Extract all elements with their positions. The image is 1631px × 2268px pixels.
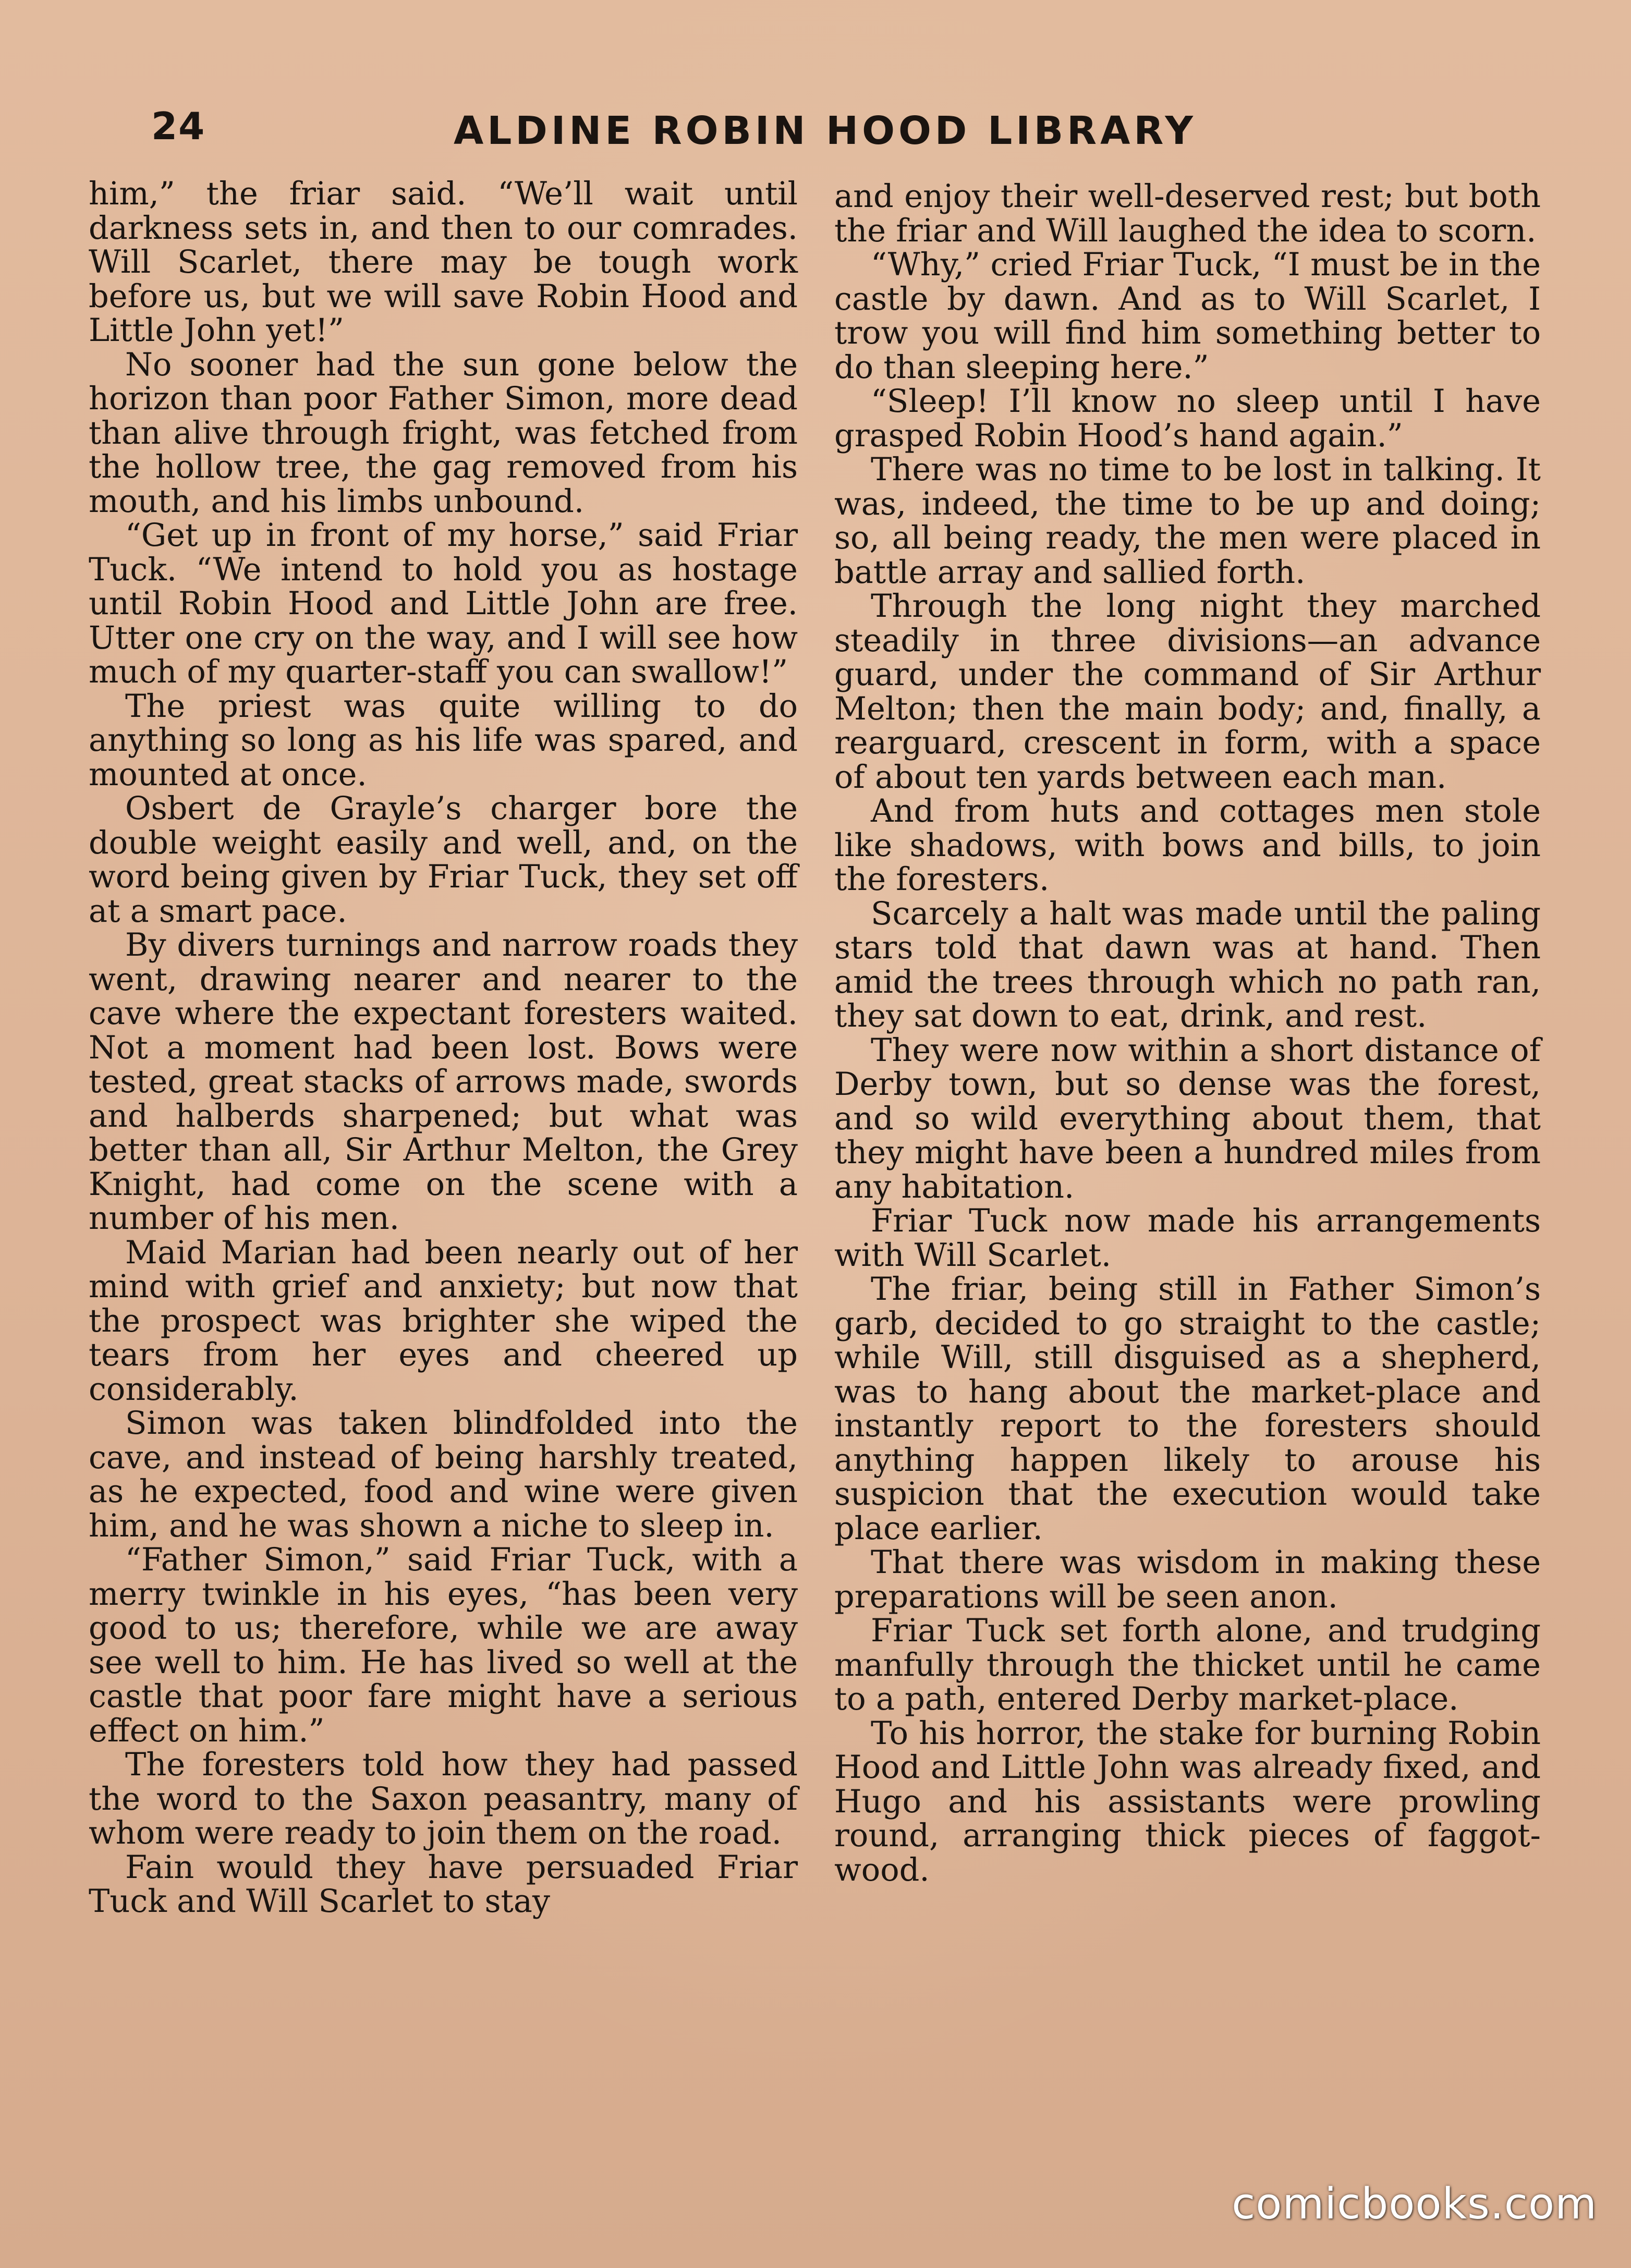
paragraph: That there was wisdom in making these preparations will be seen anon. [834,1544,1541,1615]
page-header [0,104,1631,162]
paragraph: Through the long night they marched steadily in three divisions—an advance guard, under the command of Sir Arthur Melton; then the main body; and, finally, a rearguard, crescent in form, with a space of about ten yards between each man. [834,588,1541,796]
paragraph: By divers turnings and narrow roads they went, drawing nearer and nearer to the cave where the expectant foresters waited. Not a moment had been lost. Bows were tested, great stacks of arrows made, swords and halberds sharpened; but what was better than all, Sir Arthur Melton, the Grey Knight, had come on the scene with a number of his men. [89,927,798,1237]
paragraph: Fain would they have persuaded Friar Tuck and Will Scarlet to stay [89,1849,798,1920]
paragraph: To his horror, the stake for burning Robin Hood and Little John was already fixed, and Hugo and his assistants were prowling round, arranging thick pieces of faggot-wood. [834,1715,1541,1888]
paragraph: There was no time to be lost in talking. It was, indeed, the time to be up and doing; so, all being ready, the men were placed in battle array and sallied forth. [834,452,1541,591]
paragraph: “Get up in front of my horse,” said Friar Tuck. “We intend to hold you as hostage until Robin Hood and Little John are free. Utter one cry on the way, and I will see how much of my quarter-staff you can swallow!” [89,517,798,690]
paragraph: “Why,” cried Friar Tuck, “I must be in the castle by dawn. And as to Will Scarlet, I trow you will find him something better to do than sleeping here.” [834,247,1541,386]
paragraph: The friar, being still in Father Simon’s garb, decided to go straight to the castle; while Will, still disguised as a shepherd, was to hang about the market-place and instantly report to the foresters should anything happen likely to arouse his suspicion that the execution would take place earlier. [834,1271,1541,1547]
paragraph: The priest was quite willing to do anything so long as his life was spared, and mounted at once. [89,688,798,793]
paragraph: No sooner had the sun gone below the horizon than poor Father Simon, more dead than alive through fright, was fetched from the hollow tree, the gag removed from his mouth, and his limbs unbound. [89,346,798,520]
paragraph: Maid Marian had been nearly out of her mind with grief and anxiety; but now that the prospect was brighter she wiped the tears from her eyes and cheered up considerably. [89,1234,798,1408]
watermark: comicbooks.com [1232,2179,1597,2229]
running-title: ALDINE ROBIN HOOD LIBRARY [454,108,1197,153]
paragraph: And from huts and cottages men stole like shadows, with bows and bills, to join the foresters. [834,793,1541,898]
paragraph: “Father Simon,” said Friar Tuck, with a merry twinkle in his eyes, “has been very good to us; therefore, while we are away see well to him. He has lived so well at the castle that poor fare might have a serious effect on him.” [89,1542,798,1749]
paragraph: Simon was taken blindfolded into the cave, and instead of being harshly treated, as he expected, food and wine were given him, and he was shown a niche to sleep in. [89,1405,798,1544]
paragraph: him,” the friar said. “We’ll wait until darkness sets in, and then to our comrades. Will Scarlet, there may be tough work before us, but we will save Robin Hood and Little John yet!” [89,176,798,349]
paragraph: Friar Tuck set forth alone, and trudging manfully through the thicket until he came to a path, entered Derby market-place. [834,1613,1541,1717]
page-number: 24 [151,104,206,148]
paragraph: They were now within a short distance of Derby town, but so dense was the forest, and so wild everything about them, that they might have been a hundred miles from any habitation. [834,1032,1541,1205]
paragraph: Osbert de Grayle’s charger bore the double weight easily and well, and, on the word being given by Friar Tuck, they set off at a smart pace. [89,790,798,930]
paragraph: The foresters told how they had passed the word to the Saxon peasantry, many of whom were ready to join them on the road. [89,1747,798,1851]
paragraph: Scarcely a halt was made until the paling stars told that dawn was at hand. Then amid the trees through which no path ran, they sat down to eat, drink, and rest. [834,895,1541,1034]
paragraph: “Sleep! I’ll know no sleep until I have grasped Robin Hood’s hand again.” [834,383,1541,454]
left-column [89,177,798,1919]
right-column [834,180,1541,1887]
paragraph: Friar Tuck now made his arrangements with Will Scarlet. [834,1203,1541,1274]
paragraph: and enjoy their well-deserved rest; but both the friar and Will laughed the idea to scorn. [834,178,1541,249]
